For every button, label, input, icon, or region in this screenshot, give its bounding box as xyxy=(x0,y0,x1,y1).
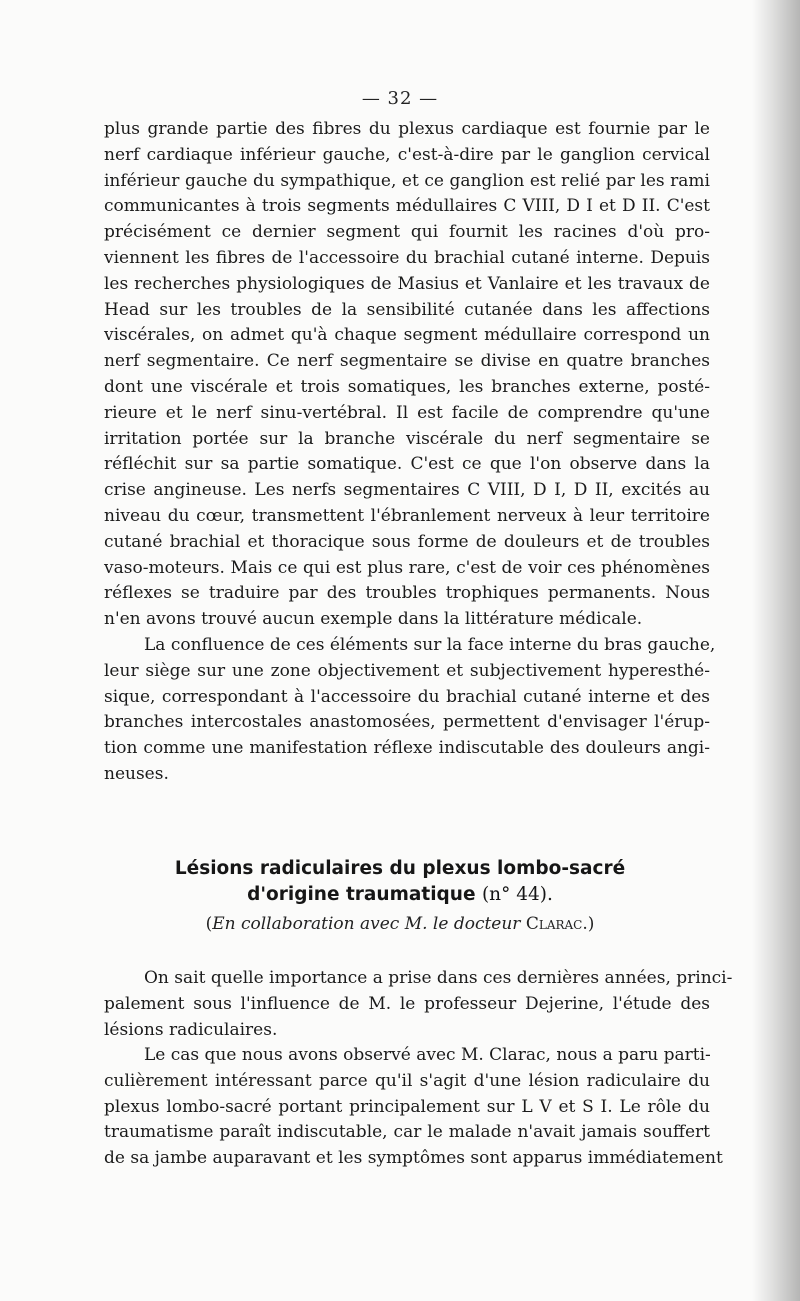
collab-close-paren: .) xyxy=(582,914,595,934)
paragraph-4 xyxy=(104,1043,723,1172)
text-line: tion comme une manifestation réflexe indiscutable des douleurs angi- xyxy=(104,738,710,759)
text-line: irritation portée sur la branche viscérale du nerf segmentaire se xyxy=(104,428,710,449)
text-line: communicantes à trois segments médullaires C VIII, D I et D II. C'est xyxy=(104,196,710,217)
paragraph-3 xyxy=(104,966,733,1043)
text-line: Le cas que nous avons observé avec M. Clarac, nous a paru parti- xyxy=(144,1045,711,1065)
section-title-text: d'origine traumatique xyxy=(247,884,476,905)
text-line: inférieur gauche du sympathique, et ce ganglion est relié par les rami xyxy=(104,170,710,191)
collab-name: Clarac xyxy=(525,914,583,934)
text-line: les recherches physiologiques de Masius et Vanlaire et les travaux de xyxy=(104,273,710,294)
page-number: — 32 — xyxy=(361,88,439,109)
text-line: cutané brachial et thoracique sous forme de douleurs et de troubles xyxy=(104,531,710,552)
collaboration-note xyxy=(0,914,800,934)
text-line: leur siège sur une zone objectivement et subjectivement hyperesthé- xyxy=(104,660,710,681)
text-line: viscérales, on admet qu'à chaque segment médullaire correspond un xyxy=(104,325,710,346)
text-line: niveau du cœur, transmettent l'ébranlement nerveux à leur territoire xyxy=(104,505,710,526)
text-line: de sa jambe auparavant et les symptômes sont apparus immédiatement xyxy=(104,1148,723,1169)
text-line: traumatisme paraît indiscutable, car le malade n'avait jamais souffert xyxy=(104,1122,710,1143)
text-line: réfléchit sur sa partie somatique. C'est ce que l'on observe dans la xyxy=(104,454,710,475)
text-line: branches intercostales anastomosées, permettent d'envisager l'érup- xyxy=(104,712,710,733)
page-edge-shadow xyxy=(752,0,800,1301)
text-line: dont une viscérale et trois somatiques, les branches externe, posté- xyxy=(104,376,710,397)
text-line: lésions radiculaires. xyxy=(104,1019,278,1040)
text-line: sique, correspondant à l'accessoire du brachial cutané interne et des xyxy=(104,686,710,707)
text-line: crise angineuse. Les nerfs segmentaires C VIII, D I, D II, excités au xyxy=(104,480,710,501)
text-line: rieure et le nerf sinu-vertébral. Il est facile de comprendre qu'une xyxy=(104,402,710,423)
section-title-line-2 xyxy=(0,882,800,908)
text-line: vaso-moteurs. Mais ce qui est plus rare, c'est de voir ces phénomènes xyxy=(104,557,710,578)
text-line: réflexes se traduire par des troubles trophiques permanents. Nous xyxy=(104,583,710,604)
text-line: culièrement intéressant parce qu'il s'agit d'une lésion radiculaire du xyxy=(104,1070,710,1091)
text-line: plexus lombo-sacré portant principalement sur L V et S I. Le rôle du xyxy=(104,1096,710,1117)
text-line: neuses. xyxy=(104,763,169,784)
paragraph-2 xyxy=(104,633,716,788)
section-title-line-1: Lésions radiculaires du plexus lombo-sacré xyxy=(174,858,626,879)
collab-open-paren: ( xyxy=(205,914,213,934)
text-line: Head sur les troubles de la sensibilité cutanée dans les affections xyxy=(104,299,710,320)
text-line: viennent les fibres de l'accessoire du brachial cutané interne. Depuis xyxy=(104,247,710,268)
text-line: palement sous l'influence de M. le professeur Dejerine, l'étude des xyxy=(104,993,710,1014)
section-reference: (n° 44). xyxy=(481,884,553,905)
text-line: nerf segmentaire. Ce nerf segmentaire se divise en quatre branches xyxy=(104,351,710,372)
text-line: précisément ce dernier segment qui fournit les racines d'où pro- xyxy=(104,222,710,243)
text-line: On sait quelle importance a prise dans ces dernières années, princi- xyxy=(144,968,733,988)
paragraph-1 xyxy=(104,117,710,633)
text-line: La confluence de ces éléments sur la face interne du bras gauche, xyxy=(144,635,716,655)
text-line: nerf cardiaque inférieur gauche, c'est-à-dire par le ganglion cervical xyxy=(104,144,710,165)
collab-text: En collaboration avec M. le docteur xyxy=(212,914,521,934)
text-line: n'en avons trouvé aucun exemple dans la littérature médicale. xyxy=(104,609,643,630)
text-line: plus grande partie des fibres du plexus cardiaque est fournie par le xyxy=(104,119,710,139)
